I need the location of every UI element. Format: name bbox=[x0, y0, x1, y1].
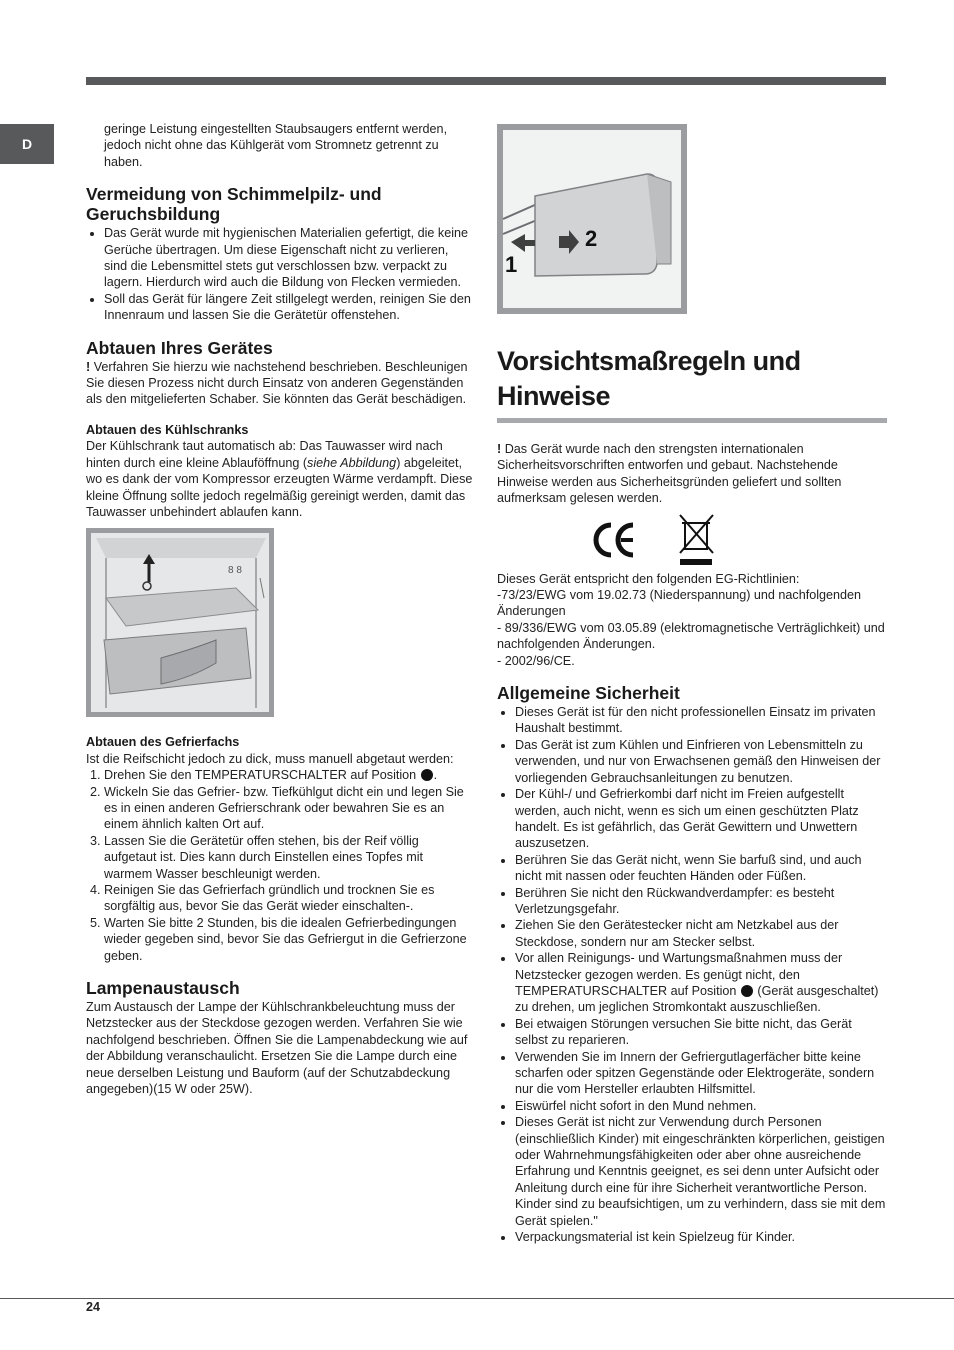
list-item: • Der Kühl-/ und Gefrierkombi darf nicht im Freien aufgestellt werden, auch nicht, wenn es sich um einen geschützten Platz handelt. Es ist gefährlich, das Gerät Gewittern und Unwettern auszusetzen. bbox=[515, 786, 887, 852]
list-item bbox=[515, 950, 887, 1016]
fridge-defrost-heading: Abtauen des Kühlschranks bbox=[86, 422, 249, 437]
defrost-text: Verfahren Sie hierzu wie nachstehend beschrieben. Beschleunigen Sie diesen Prozess nicht durch Einsatz von anderen Gegenständen als den mitgelieferten Schaber. Sie könnten das Gerät beschädigen. bbox=[86, 359, 468, 407]
list-item: • Berühren Sie nicht den Rückwandverdampfer: es besteht Verletzungsgefahr. bbox=[515, 885, 887, 918]
directive-line: -73/23/EWG vom 19.02.73 (Niederspannung) und nachfolgenden Änderungen bbox=[497, 588, 862, 619]
footer-rule bbox=[0, 1298, 954, 1299]
switch-off-icon bbox=[741, 985, 753, 997]
ce-mark-icon bbox=[596, 525, 633, 555]
warning-mark: ! bbox=[497, 442, 502, 456]
list-item: • Eiswürfel nicht sofort in den Mund nehmen. bbox=[515, 1098, 887, 1114]
list-item: 2. Wickeln Sie das Gefrier- bzw. Tiefkühlgut dicht ein und legen Sie es in einen anderen Gefrierschrank oder bewahren Sie es an einem ähnlich kalten Ort auf. bbox=[104, 784, 474, 833]
weee-bin-icon bbox=[680, 515, 713, 565]
directive-line: - 2002/96/CE. bbox=[497, 653, 575, 668]
switch-off-icon bbox=[421, 769, 433, 781]
figure-label-2: 2 bbox=[585, 226, 598, 251]
step1-text: Drehen Sie den TEMPERATURSCHALTER auf Position bbox=[104, 768, 420, 783]
intro-paragraph: geringe Leistung eingestellten Staubsaugers entfernt werden, jedoch nicht ohne das Kühlgerät vom Stromnetz getrennt zu haben. bbox=[104, 122, 448, 169]
left-column bbox=[86, 121, 474, 1097]
list-item: • Ziehen Sie den Gerätestecker nicht am Netzkabel aus der Steckdose, sondern nur am Stecker selbst. bbox=[515, 917, 887, 950]
fridge-drain-illustration bbox=[86, 528, 274, 717]
mould-heading: Vermeidung von Schimmelpilz- und Geruchsbildung bbox=[86, 184, 382, 225]
step1-end: . bbox=[433, 768, 438, 783]
list-item: • Das Gerät ist zum Kühlen und Einfrieren von Lebensmitteln zu verwenden, und nur von Erwachsenen gemäß den Hinweisen der vorliegenden Gebrauchsanleitungen zu benutzen. bbox=[515, 737, 887, 786]
list-item: • Verwenden Sie im Innern der Gefriergutlagerfächer bitte keine scharfen oder spitzen Gegenstände oder Elektrogeräte, sondern nur die vom Hersteller erlaubten Hilfsmittel. bbox=[515, 1049, 887, 1098]
lamp-cover-illustration bbox=[497, 124, 687, 314]
list-item: • Bei etwaigen Störungen versuchen Sie bitte nicht, das Gerät selbst zu reparieren. bbox=[515, 1016, 887, 1049]
safety-list bbox=[497, 704, 887, 1245]
figure-reference: siehe Abbildung bbox=[307, 455, 397, 470]
defrost-heading: Abtauen Ihres Gerätes bbox=[86, 337, 273, 358]
page-number: 24 bbox=[86, 1300, 101, 1314]
list-item: • Berühren Sie das Gerät nicht, wenn Sie barfuß sind, und auch nicht mit nassen oder feuchten Händen oder Füßen. bbox=[515, 852, 887, 885]
fridge-text-a: Der Kühlschrank taut automatisch ab: Das Tauwasser wird nach hinten durch eine kleine Ablauföffnung ( bbox=[86, 439, 443, 470]
top-rule bbox=[86, 77, 886, 85]
defrost-paragraph bbox=[86, 359, 474, 408]
fridge-text-b: ) abgeleitet, wo es dank der vom Kompressor erzeugten Wärme verdampft. Diese kleine Öffnung sollte jedoch regelmäßig gereinigt werden, damit das Tauwasser unbehindert ablaufen kann. bbox=[86, 455, 473, 519]
safety-intro bbox=[497, 441, 887, 507]
svg-text:8 8: 8 8 bbox=[228, 565, 242, 577]
freezer-defrost-heading: Abtauen des Gefrierfachs bbox=[86, 735, 240, 750]
lamp-paragraph: Zum Austausch der Lampe der Kühlschrankbeleuchtung muss der Netzstecker aus der Steckdose gezogen werden. Verfahren Sie wie nachfolgend beschrieben. Öffnen Sie die Lampenabdeckung wie auf der Abbildung veranschaulicht. Ersetzen Sie die Lampe durch eine neue derselben Leistung und Bauform (auf der Schutzabdeckung angegeben)(15 W oder 25W). bbox=[86, 1000, 468, 1097]
language-tab: D bbox=[0, 124, 54, 164]
freezer-steps bbox=[86, 767, 474, 964]
directive-line: - 89/336/EWG vom 03.05.89 (elektromagnetische Verträglichkeit) und nachfolgenden Änderungen. bbox=[497, 620, 885, 652]
list-item bbox=[104, 767, 474, 783]
lamp-heading: Lampenaustausch bbox=[86, 978, 240, 998]
certification-marks bbox=[497, 511, 887, 571]
figure-label-1: 1 bbox=[505, 252, 518, 277]
safety-intro-text: Das Gerät wurde nach den strengsten internationalen Sicherheitsvorschriften entworfen und gebaut. Nachstehende Hinweise werden aus Sicherheitsgründen geliefert und sollten aufmerksam gelesen werden. bbox=[497, 442, 842, 506]
warning-mark: ! bbox=[86, 359, 91, 374]
list-item: 5. Warten Sie bitte 2 Stunden, bis die idealen Gefrierbedingungen wieder gegeben sind, bevor Sie das Gefriergut in die Gefrierzone geben. bbox=[104, 915, 474, 964]
list-item: • Dieses Gerät ist für den nicht professionellen Einsatz im privaten Haushalt bestimmt. bbox=[515, 704, 887, 737]
section-title: Vorsichtsmaßregeln und Hinweise bbox=[497, 346, 801, 411]
mould-list bbox=[86, 225, 474, 323]
list-item: • Verpackungsmaterial ist kein Spielzeug für Kinder. bbox=[515, 1229, 887, 1245]
switch-text-b: (Gerät ausgeschaltet) zu drehen, um jeglichen Stromkontakt auszuschließen. bbox=[515, 983, 879, 1015]
fridge-defrost-paragraph bbox=[86, 438, 474, 520]
list-item: • Das Gerät wurde mit hygienischen Materialien gefertigt, die keine Gerüche übertragen. Um diese Eigenschaft nicht zu verlieren, sind die Lebensmittel stets gut verschlossen bzw. verpackt zu lagern. Hierdurch wird auch die Bildung von Flecken vermieden. bbox=[104, 225, 474, 291]
safety-heading: Allgemeine Sicherheit bbox=[497, 683, 680, 704]
list-item: 4. Reinigen Sie das Gefrierfach gründlich und trocknen Sie es sorgfältig aus, bevor Sie das Gerät wieder einschalten-. bbox=[104, 882, 474, 915]
directive-line: Dieses Gerät entspricht den folgenden EG-Richtlinien: bbox=[497, 571, 800, 586]
list-item: • Soll das Gerät für längere Zeit stillgelegt werden, reinigen Sie den Innenraum und lassen Sie die Gerätetür offenstehen. bbox=[104, 291, 474, 324]
list-item: 3. Lassen Sie die Gerätetür offen stehen, bis der Reif völlig aufgetaut ist. Dies kann durch Einstellen eines Topfes mit warmem Wasser beschleunigt werden. bbox=[104, 833, 474, 882]
freezer-intro: Ist die Reifschicht jedoch zu dick, muss manuell abgetaut werden: bbox=[86, 751, 454, 766]
title-rule bbox=[497, 418, 887, 423]
switch-text-a: Vor allen Reinigungs- und Wartungsmaßnahmen muss der Netzstecker gezogen werden. Es genügt nicht, den TEMPERATURSCHALTER auf Position bbox=[515, 951, 843, 998]
right-column bbox=[497, 124, 887, 1245]
list-item: • Dieses Gerät ist nicht zur Verwendung durch Personen (einschließlich Kinder) mit eingeschränkten körperlichen, geistigen oder Wahrnehmungsfähigkeiten oder aber ohne ausreichende Erfahrung und Kenntnis geeignet, es sei denn unter Aufsicht oder Anleitung durch eine für ihre Sicherheit verantwortliche Person. Kinder sind zu beaufsichtigen, um zu verhindern, dass sie mit dem Gerät spielen." bbox=[515, 1114, 887, 1229]
